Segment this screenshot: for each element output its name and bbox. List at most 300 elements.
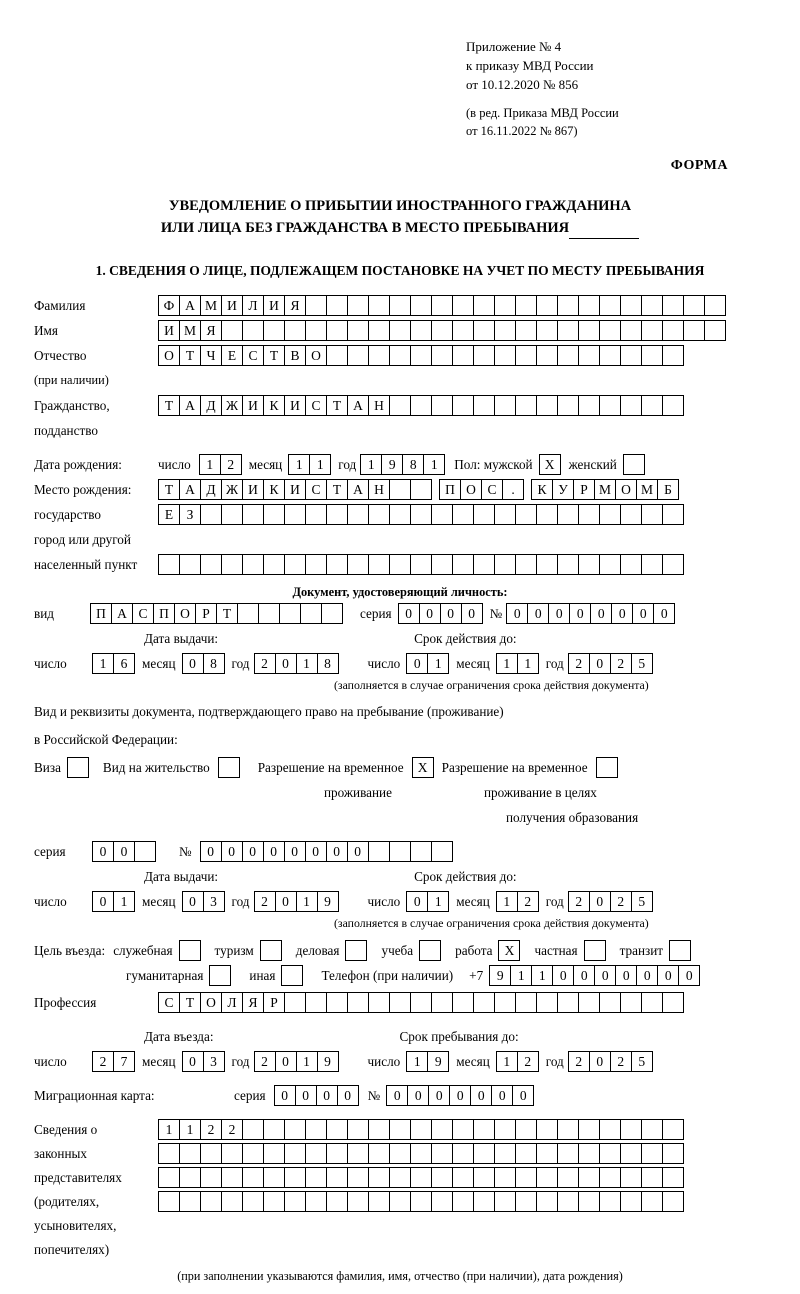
birthplace-country-cell[interactable]: Т (326, 479, 348, 500)
patronymic-cell[interactable]: Е (221, 345, 243, 366)
birthplace-r4-cell[interactable] (221, 554, 243, 575)
name-cell[interactable] (326, 320, 348, 341)
patronymic-cell[interactable] (410, 345, 432, 366)
birthplace-name-cell[interactable]: У (552, 479, 574, 500)
birth-year-cells[interactable] (360, 454, 444, 475)
identity-valid-year-cell[interactable]: 2 (610, 653, 632, 674)
permit-issue-year-cell[interactable]: 2 (254, 891, 276, 912)
identity-issue-month-cell[interactable]: 0 (182, 653, 204, 674)
birth-month-cell[interactable]: 1 (309, 454, 331, 475)
representatives-3-cell[interactable] (326, 1167, 348, 1188)
identity-type-cell[interactable]: Т (216, 603, 238, 624)
permit-valid-year-cell[interactable]: 0 (589, 891, 611, 912)
surname-cell[interactable]: И (221, 295, 243, 316)
identity-series-cell[interactable]: 0 (419, 603, 441, 624)
representatives-2-cell[interactable] (473, 1143, 495, 1164)
identity-number-cell[interactable]: 0 (527, 603, 549, 624)
representatives-3-cell[interactable] (158, 1167, 180, 1188)
representatives-3-cell[interactable] (284, 1167, 306, 1188)
representatives-3-cell[interactable] (641, 1167, 663, 1188)
citizenship-cell[interactable] (536, 395, 558, 416)
patronymic-cell[interactable] (557, 345, 579, 366)
permit-number-cell[interactable]: 0 (305, 841, 327, 862)
profession-cell[interactable]: С (158, 992, 180, 1013)
surname-cell[interactable] (641, 295, 663, 316)
permit-number-cell[interactable]: 0 (263, 841, 285, 862)
profession-cell[interactable] (641, 992, 663, 1013)
purpose-checkbox-учеба[interactable] (419, 940, 441, 961)
identity-issue-year-cell[interactable]: 8 (317, 653, 339, 674)
representatives-2-cell[interactable] (641, 1143, 663, 1164)
profession-cell[interactable]: О (200, 992, 222, 1013)
profession-cells[interactable] (158, 992, 683, 1013)
surname-cell[interactable] (368, 295, 390, 316)
birthplace-r4-cell[interactable] (242, 554, 264, 575)
permit-number-cells[interactable] (200, 841, 452, 862)
birthplace-type-cell[interactable]: П (439, 479, 461, 500)
citizenship-cell[interactable] (578, 395, 600, 416)
representatives-2-cell[interactable] (242, 1143, 264, 1164)
permit-number-cell[interactable] (431, 841, 453, 862)
migration-card-number-cell[interactable]: 0 (470, 1085, 492, 1106)
permit-valid-year-cell[interactable]: 5 (631, 891, 653, 912)
representatives-1-cell[interactable] (326, 1119, 348, 1140)
citizenship-cell[interactable]: Т (158, 395, 180, 416)
migration-card-series-cell[interactable]: 0 (295, 1085, 317, 1106)
stay-month-cells[interactable] (496, 1051, 538, 1072)
representatives-3-cell[interactable] (536, 1167, 558, 1188)
permit-number-cell[interactable]: 0 (242, 841, 264, 862)
birthplace-name-cell[interactable]: К (531, 479, 553, 500)
sex-male-checkbox[interactable]: X (539, 454, 561, 475)
profession-cell[interactable]: Т (179, 992, 201, 1013)
visa-checkbox[interactable] (67, 757, 89, 778)
representatives-3-cell[interactable] (662, 1167, 684, 1188)
migration-card-series-cell[interactable]: 0 (274, 1085, 296, 1106)
patronymic-cell[interactable] (389, 345, 411, 366)
permit-issue-year-cell[interactable]: 0 (275, 891, 297, 912)
name-cell[interactable] (368, 320, 390, 341)
birthplace-r2-cell[interactable] (662, 504, 684, 525)
name-cell[interactable] (410, 320, 432, 341)
birthplace-r2-cell[interactable] (263, 504, 285, 525)
entry-year-cells[interactable] (254, 1051, 338, 1072)
birthplace-r4-cell[interactable] (536, 554, 558, 575)
representatives-4-cell[interactable] (221, 1191, 243, 1212)
stay-year-cell[interactable]: 2 (568, 1051, 590, 1072)
birthplace-r4-cell[interactable] (557, 554, 579, 575)
identity-type-cell[interactable] (237, 603, 259, 624)
purpose-checkbox-транзит[interactable] (669, 940, 691, 961)
profession-cell[interactable] (515, 992, 537, 1013)
representatives-3-cell[interactable] (347, 1167, 369, 1188)
identity-series-cell[interactable]: 0 (461, 603, 483, 624)
representatives-3-cell[interactable] (452, 1167, 474, 1188)
representatives-2-cell[interactable] (410, 1143, 432, 1164)
representatives-4-cell[interactable] (263, 1191, 285, 1212)
name-cell[interactable] (242, 320, 264, 341)
profession-cell[interactable] (410, 992, 432, 1013)
permit-issue-day-cell[interactable]: 1 (113, 891, 135, 912)
permit-valid-month-cell[interactable]: 1 (496, 891, 518, 912)
representatives-1-cell[interactable] (305, 1119, 327, 1140)
surname-cell[interactable] (662, 295, 684, 316)
permit-valid-month-cells[interactable] (496, 891, 538, 912)
identity-issue-year-cell[interactable]: 1 (296, 653, 318, 674)
migration-card-number-cell[interactable]: 0 (428, 1085, 450, 1106)
birthplace-r4-cell[interactable] (200, 554, 222, 575)
identity-valid-day-cell[interactable]: 1 (427, 653, 449, 674)
entry-day-cell[interactable]: 2 (92, 1051, 114, 1072)
citizenship-cell[interactable] (410, 395, 432, 416)
birthplace-r2-cell[interactable] (389, 504, 411, 525)
profession-cell[interactable] (431, 992, 453, 1013)
profession-cell[interactable] (578, 992, 600, 1013)
entry-day-cell[interactable]: 7 (113, 1051, 135, 1072)
patronymic-cell[interactable] (599, 345, 621, 366)
citizenship-cell[interactable] (599, 395, 621, 416)
birthplace-country-cells[interactable] (158, 479, 431, 500)
representatives-2-cell[interactable] (263, 1143, 285, 1164)
permit-number-cell[interactable]: 0 (284, 841, 306, 862)
birthplace-r2-cell[interactable] (494, 504, 516, 525)
permit-number-cell[interactable] (368, 841, 390, 862)
phone-cells[interactable] (489, 965, 699, 986)
purpose-checkbox-деловая[interactable] (345, 940, 367, 961)
representatives-2-cell[interactable] (578, 1143, 600, 1164)
representatives-cells-4[interactable] (158, 1191, 683, 1212)
identity-type-cell[interactable]: Р (195, 603, 217, 624)
birthplace-r2-cell[interactable] (557, 504, 579, 525)
permit-series-cell[interactable]: 0 (113, 841, 135, 862)
surname-cell[interactable] (515, 295, 537, 316)
entry-month-cells[interactable] (182, 1051, 224, 1072)
representatives-4-cell[interactable] (557, 1191, 579, 1212)
birthplace-r2-cell[interactable]: З (179, 504, 201, 525)
birthplace-r2-cell[interactable] (221, 504, 243, 525)
name-cell[interactable] (221, 320, 243, 341)
permit-valid-year-cell[interactable]: 2 (610, 891, 632, 912)
birthplace-country-cell[interactable]: Т (158, 479, 180, 500)
representatives-1-cell[interactable]: 1 (179, 1119, 201, 1140)
representatives-2-cell[interactable] (620, 1143, 642, 1164)
representatives-4-cell[interactable] (578, 1191, 600, 1212)
representatives-1-cell[interactable] (494, 1119, 516, 1140)
birthplace-r4-cell[interactable] (326, 554, 348, 575)
patronymic-cell[interactable] (347, 345, 369, 366)
representatives-3-cell[interactable] (410, 1167, 432, 1188)
surname-cell[interactable] (410, 295, 432, 316)
representatives-cells-2[interactable] (158, 1143, 683, 1164)
representatives-2-cell[interactable] (431, 1143, 453, 1164)
name-cell[interactable] (515, 320, 537, 341)
entry-month-cell[interactable]: 3 (203, 1051, 225, 1072)
migration-card-number-cells[interactable] (386, 1085, 533, 1106)
representatives-4-cell[interactable] (410, 1191, 432, 1212)
surname-cell[interactable]: И (263, 295, 285, 316)
identity-number-cell[interactable]: 0 (590, 603, 612, 624)
representatives-3-cell[interactable] (179, 1167, 201, 1188)
representatives-4-cell[interactable] (515, 1191, 537, 1212)
birthplace-r4-cell[interactable] (641, 554, 663, 575)
name-cells[interactable] (158, 320, 725, 341)
representatives-3-cell[interactable] (473, 1167, 495, 1188)
surname-cell[interactable] (536, 295, 558, 316)
representatives-2-cell[interactable] (557, 1143, 579, 1164)
profession-cell[interactable] (473, 992, 495, 1013)
birthplace-r2-cell[interactable] (578, 504, 600, 525)
citizenship-cell[interactable] (431, 395, 453, 416)
citizenship-cell[interactable]: А (347, 395, 369, 416)
patronymic-cell[interactable] (620, 345, 642, 366)
representatives-4-cell[interactable] (200, 1191, 222, 1212)
identity-type-cell[interactable] (300, 603, 322, 624)
name-cell[interactable] (620, 320, 642, 341)
representatives-2-cell[interactable] (347, 1143, 369, 1164)
birth-month-cell[interactable]: 1 (288, 454, 310, 475)
representatives-3-cell[interactable] (200, 1167, 222, 1188)
name-cell[interactable] (263, 320, 285, 341)
migration-card-series-cell[interactable]: 0 (337, 1085, 359, 1106)
representatives-1-cell[interactable] (431, 1119, 453, 1140)
identity-number-cells[interactable] (506, 603, 674, 624)
representatives-2-cell[interactable] (200, 1143, 222, 1164)
citizenship-cell[interactable]: И (284, 395, 306, 416)
representatives-3-cell[interactable] (431, 1167, 453, 1188)
name-cell[interactable] (494, 320, 516, 341)
residence-permit-checkbox[interactable] (218, 757, 240, 778)
representatives-3-cell[interactable] (242, 1167, 264, 1188)
representatives-3-cell[interactable] (305, 1167, 327, 1188)
representatives-3-cell[interactable] (389, 1167, 411, 1188)
representatives-1-cell[interactable] (641, 1119, 663, 1140)
name-cell[interactable] (683, 320, 705, 341)
stay-day-cell[interactable]: 9 (427, 1051, 449, 1072)
birthplace-name-cell[interactable]: Р (573, 479, 595, 500)
patronymic-cell[interactable]: С (242, 345, 264, 366)
representatives-4-cell[interactable] (536, 1191, 558, 1212)
phone-cell[interactable]: 0 (657, 965, 679, 986)
name-cell[interactable] (662, 320, 684, 341)
birthplace-type-cell[interactable]: О (460, 479, 482, 500)
birthplace-r2-cell[interactable] (536, 504, 558, 525)
name-cell[interactable] (284, 320, 306, 341)
stay-day-cells[interactable] (406, 1051, 448, 1072)
permit-valid-day-cell[interactable]: 1 (427, 891, 449, 912)
birthplace-name-cell[interactable]: М (594, 479, 616, 500)
purpose-checkbox-иная[interactable] (281, 965, 303, 986)
name-cell[interactable]: И (158, 320, 180, 341)
profession-cell[interactable] (284, 992, 306, 1013)
identity-number-cell[interactable]: 0 (506, 603, 528, 624)
birthplace-country-cell[interactable] (410, 479, 432, 500)
representatives-4-cell[interactable] (620, 1191, 642, 1212)
citizenship-cell[interactable] (557, 395, 579, 416)
permit-issue-day-cell[interactable]: 0 (92, 891, 114, 912)
representatives-2-cell[interactable] (305, 1143, 327, 1164)
birth-year-cell[interactable]: 1 (423, 454, 445, 475)
edu-residence-checkbox[interactable] (596, 757, 618, 778)
migration-card-number-cell[interactable]: 0 (449, 1085, 471, 1106)
representatives-cells-1[interactable] (158, 1119, 683, 1140)
birthplace-r4-cell[interactable] (284, 554, 306, 575)
profession-cell[interactable] (494, 992, 516, 1013)
representatives-2-cell[interactable] (158, 1143, 180, 1164)
birthplace-r2-cell[interactable] (515, 504, 537, 525)
representatives-1-cell[interactable] (347, 1119, 369, 1140)
surname-cell[interactable] (326, 295, 348, 316)
identity-series-cell[interactable]: 0 (440, 603, 462, 624)
name-cell[interactable] (305, 320, 327, 341)
entry-year-cell[interactable]: 1 (296, 1051, 318, 1072)
birthplace-settlement-name-cells[interactable] (531, 479, 678, 500)
stay-year-cells[interactable] (568, 1051, 652, 1072)
surname-cell[interactable] (452, 295, 474, 316)
representatives-1-cell[interactable]: 2 (200, 1119, 222, 1140)
representatives-1-cell[interactable] (599, 1119, 621, 1140)
representatives-4-cell[interactable] (242, 1191, 264, 1212)
birthplace-r2-cell[interactable] (641, 504, 663, 525)
surname-cell[interactable] (494, 295, 516, 316)
citizenship-cell[interactable]: Ж (221, 395, 243, 416)
stay-month-cell[interactable]: 2 (517, 1051, 539, 1072)
citizenship-cell[interactable]: С (305, 395, 327, 416)
birthplace-type-cell[interactable]: С (481, 479, 503, 500)
identity-number-cell[interactable]: 0 (653, 603, 675, 624)
name-cell[interactable] (578, 320, 600, 341)
identity-valid-month-cells[interactable] (496, 653, 538, 674)
citizenship-cell[interactable] (452, 395, 474, 416)
permit-series-cells[interactable] (92, 841, 155, 862)
representatives-2-cell[interactable] (179, 1143, 201, 1164)
birthplace-country-cell[interactable]: К (263, 479, 285, 500)
identity-type-cells[interactable] (90, 603, 342, 624)
permit-valid-month-cell[interactable]: 2 (517, 891, 539, 912)
permit-number-cell[interactable]: 0 (221, 841, 243, 862)
birth-day-cell[interactable]: 1 (199, 454, 221, 475)
permit-number-cell[interactable] (410, 841, 432, 862)
profession-cell[interactable] (368, 992, 390, 1013)
identity-type-cell[interactable] (321, 603, 343, 624)
permit-number-cell[interactable]: 0 (326, 841, 348, 862)
citizenship-cell[interactable]: К (263, 395, 285, 416)
phone-cell[interactable]: 0 (636, 965, 658, 986)
birthplace-r4-cell[interactable] (515, 554, 537, 575)
identity-issue-month-cell[interactable]: 8 (203, 653, 225, 674)
birthplace-row4-cells[interactable] (158, 554, 683, 575)
patronymic-cells[interactable] (158, 345, 683, 366)
phone-cell[interactable]: 1 (510, 965, 532, 986)
birthplace-r4-cell[interactable] (620, 554, 642, 575)
purpose-checkbox-служебная[interactable] (179, 940, 201, 961)
name-cell[interactable] (347, 320, 369, 341)
name-cell[interactable] (557, 320, 579, 341)
representatives-1-cell[interactable] (578, 1119, 600, 1140)
representatives-1-cell[interactable] (242, 1119, 264, 1140)
citizenship-cells[interactable] (158, 395, 683, 416)
representatives-2-cell[interactable] (536, 1143, 558, 1164)
birthplace-country-cell[interactable]: Ж (221, 479, 243, 500)
representatives-4-cell[interactable] (431, 1191, 453, 1212)
birthplace-r4-cell[interactable] (347, 554, 369, 575)
permit-valid-year-cells[interactable] (568, 891, 652, 912)
profession-cell[interactable] (620, 992, 642, 1013)
identity-issue-day-cell[interactable]: 6 (113, 653, 135, 674)
surname-cell[interactable] (620, 295, 642, 316)
permit-issue-day-cells[interactable] (92, 891, 134, 912)
citizenship-cell[interactable] (641, 395, 663, 416)
representatives-2-cell[interactable] (326, 1143, 348, 1164)
permit-issue-year-cells[interactable] (254, 891, 338, 912)
surname-cell[interactable] (557, 295, 579, 316)
temp-residence-checkbox[interactable]: X (412, 757, 434, 778)
representatives-3-cell[interactable] (368, 1167, 390, 1188)
stay-year-cell[interactable]: 0 (589, 1051, 611, 1072)
identity-type-cell[interactable]: П (90, 603, 112, 624)
representatives-2-cell[interactable] (494, 1143, 516, 1164)
identity-type-cell[interactable]: А (111, 603, 133, 624)
identity-valid-year-cell[interactable]: 2 (568, 653, 590, 674)
birthplace-r4-cell[interactable] (305, 554, 327, 575)
name-cell[interactable] (473, 320, 495, 341)
representatives-4-cell[interactable] (452, 1191, 474, 1212)
phone-cell[interactable]: 0 (615, 965, 637, 986)
surname-cell[interactable]: А (179, 295, 201, 316)
representatives-4-cell[interactable] (158, 1191, 180, 1212)
identity-type-cell[interactable] (258, 603, 280, 624)
migration-card-series-cell[interactable]: 0 (316, 1085, 338, 1106)
birthplace-country-cell[interactable]: С (305, 479, 327, 500)
patronymic-cell[interactable]: Т (179, 345, 201, 366)
birthplace-r2-cell[interactable] (347, 504, 369, 525)
permit-issue-year-cell[interactable]: 9 (317, 891, 339, 912)
surname-cell[interactable]: Я (284, 295, 306, 316)
profession-cell[interactable] (452, 992, 474, 1013)
stay-month-cell[interactable]: 1 (496, 1051, 518, 1072)
representatives-3-cell[interactable] (557, 1167, 579, 1188)
permit-valid-day-cells[interactable] (406, 891, 448, 912)
birthplace-row2-cells[interactable] (158, 504, 683, 525)
identity-number-cell[interactable]: 0 (611, 603, 633, 624)
phone-cell[interactable]: 9 (489, 965, 511, 986)
identity-number-cell[interactable]: 0 (569, 603, 591, 624)
birthplace-r2-cell[interactable] (305, 504, 327, 525)
name-cell[interactable] (452, 320, 474, 341)
patronymic-cell[interactable] (431, 345, 453, 366)
birthplace-type-cell[interactable]: . (502, 479, 524, 500)
patronymic-cell[interactable]: О (158, 345, 180, 366)
citizenship-cell[interactable]: А (179, 395, 201, 416)
sex-female-checkbox[interactable] (623, 454, 645, 475)
identity-issue-year-cells[interactable] (254, 653, 338, 674)
citizenship-cell[interactable] (515, 395, 537, 416)
representatives-2-cell[interactable] (389, 1143, 411, 1164)
surname-cell[interactable] (389, 295, 411, 316)
representatives-2-cell[interactable] (452, 1143, 474, 1164)
identity-number-cell[interactable]: 0 (632, 603, 654, 624)
birthplace-r2-cell[interactable] (599, 504, 621, 525)
migration-card-number-cell[interactable]: 0 (512, 1085, 534, 1106)
phone-cell[interactable]: 1 (531, 965, 553, 986)
stay-day-cell[interactable]: 1 (406, 1051, 428, 1072)
surname-cell[interactable] (347, 295, 369, 316)
migration-card-series-cells[interactable] (274, 1085, 358, 1106)
surname-cell[interactable]: Л (242, 295, 264, 316)
representatives-4-cell[interactable] (599, 1191, 621, 1212)
representatives-3-cell[interactable] (515, 1167, 537, 1188)
phone-cell[interactable]: 0 (594, 965, 616, 986)
citizenship-cell[interactable]: И (242, 395, 264, 416)
